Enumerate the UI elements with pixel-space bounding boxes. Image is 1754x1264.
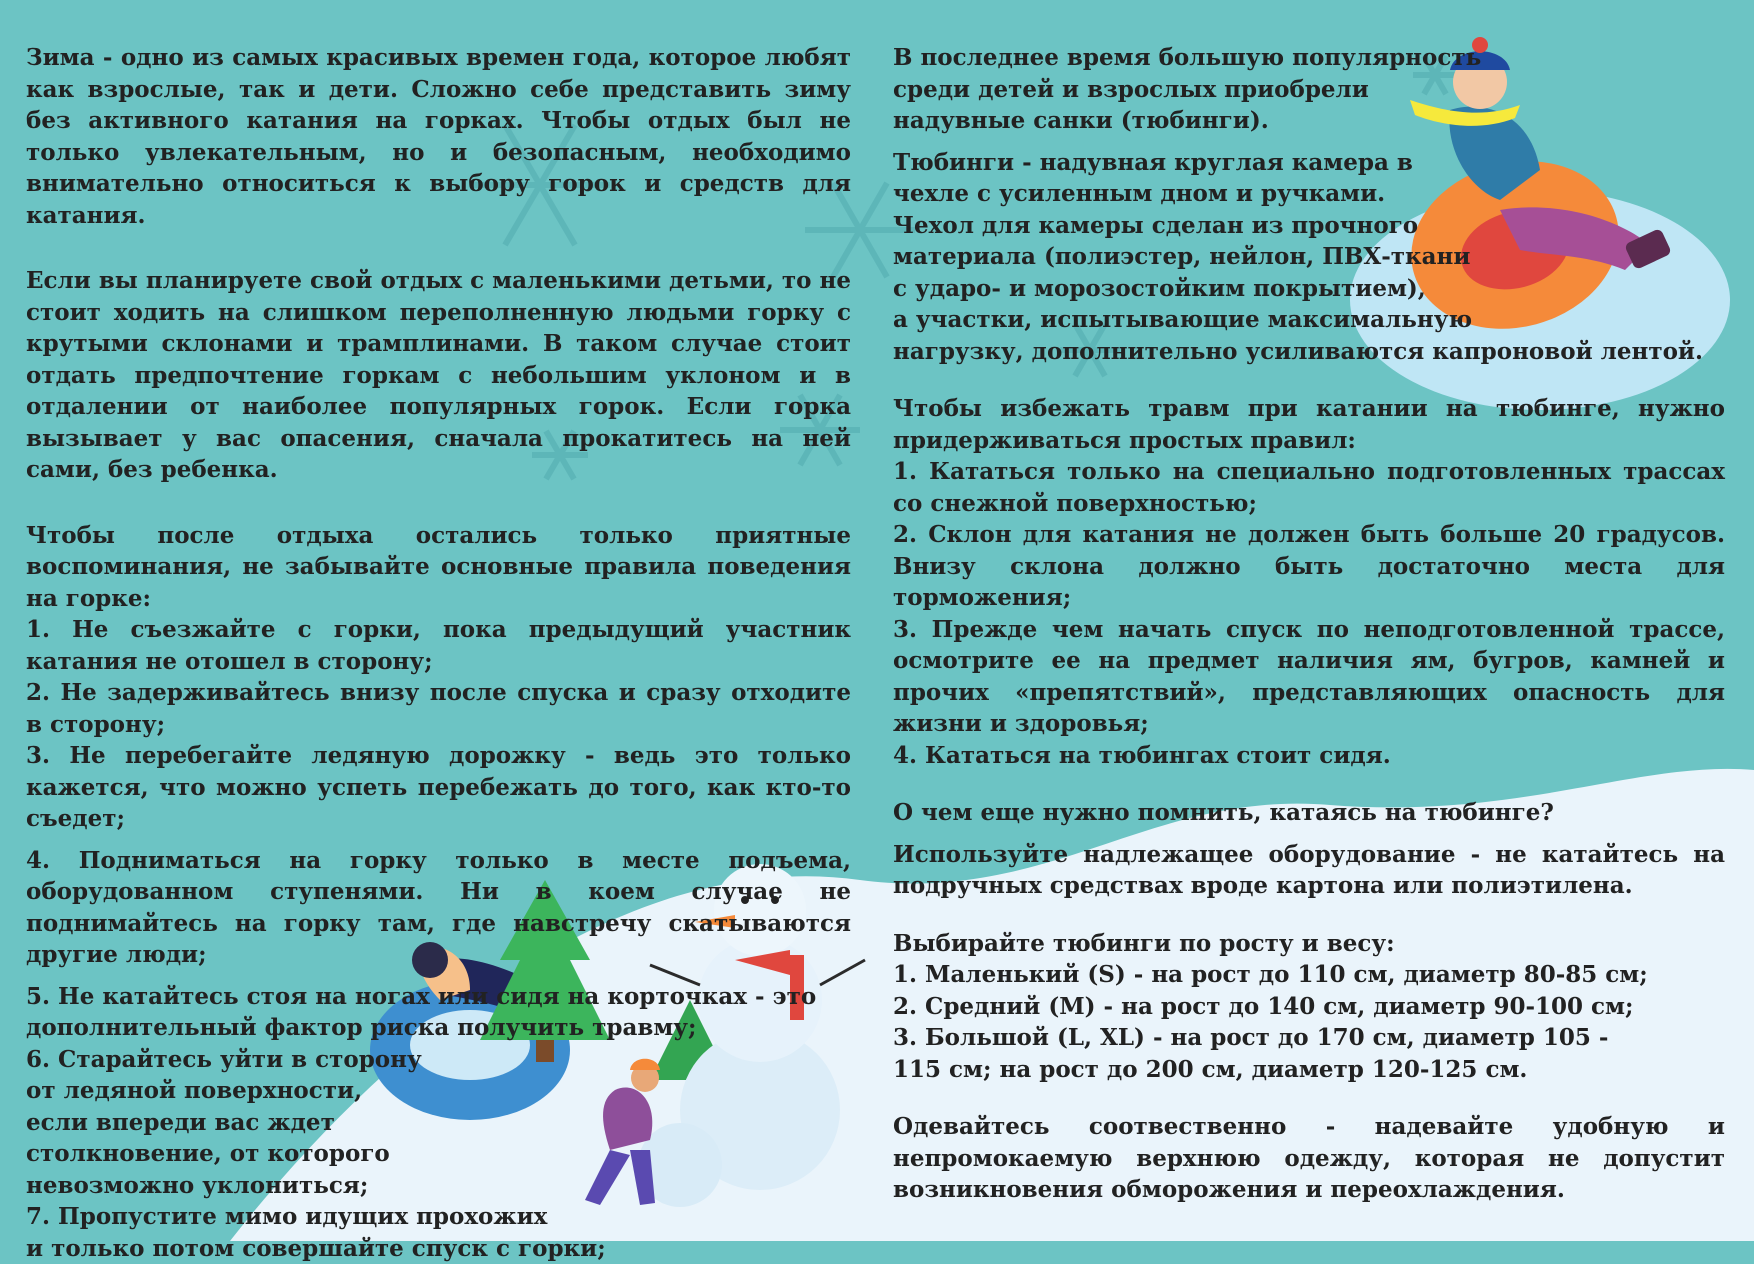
kids-paragraph: Если вы планируете свой отдых с маленькими детьми, то не стоит ходить на слишком переполненную людьми горку с крутыми склонами и трамплинами. В таком случае стоит отдать предпочтение горкам с небольшим уклоном и в отдалении от наиболее популярных горок. Если горка вызывает у вас опасения, сначала прокатитесь на ней сами, без ребенка.: [26, 267, 851, 483]
size-item: 115 см; на рост до 200 см, диаметр 120-125 см.: [893, 1055, 1528, 1083]
rule-6: [26, 1044, 851, 1202]
tubing-definition-line: чехле с усиленным дном и ручками.: [893, 180, 1386, 207]
rule-2: 2. Не задерживайтесь внизу после спуска и сразу отходите в сторону;: [26, 679, 851, 738]
rule-7-line: 7. Пропустите мимо идущих прохожих: [26, 1203, 548, 1230]
safety-intro: Чтобы избежать травм при катании на тюбинге, нужно придерживаться простых правил:: [893, 395, 1725, 454]
popularity-line: В последнее время большую популярность: [893, 44, 1482, 71]
safety-rule-3: 3. Прежде чем начать спуск по неподготовленной трассе, осмотрите ее на предмет наличия ям, бугров, камней и прочих «препятствий», представляющих опасность для жизни и здоровья;: [893, 615, 1725, 737]
intro-paragraph: Зима - одно из самых красивых времен года, которое любят как взрослые, так и дети. Сложно себе представить зиму без активного катания на горках. Чтобы отдых был не только увлекательным, но и безопасным, необходимо внимательно относиться к выбору горок и средств для катания.: [26, 44, 851, 229]
safety-rule-1: 1. Кататься только на специально подготовленных трассах со снежной поверхностью;: [893, 458, 1725, 517]
right-column: [893, 42, 1725, 1206]
safety-rule-4: 4. Кататься на тюбингах стоит сидя.: [893, 741, 1391, 769]
tubing-definition-line: Чехол для камеры сделан из прочного: [893, 211, 1419, 239]
rule-6-line: столкновение, от которого: [26, 1140, 390, 1167]
rule-6-line: от ледяной поверхности,: [26, 1077, 363, 1104]
left-column: [26, 42, 851, 1264]
tubing-definition-line: а участки, испытывающие максимальную: [893, 306, 1473, 333]
rules-intro: Чтобы после отдыха остались только приятные воспоминания, не забывайте основные правила поведения на горке:: [26, 521, 851, 612]
rule-5: 5. Не катайтесь стоя на ногах или сидя на корточках - это дополнительный фактор риска получить травму;: [26, 982, 817, 1041]
tubing-definition-line: с ударо- и морозостойким покрытием),: [893, 274, 1426, 302]
size-item: 3. Большой (L, XL) - на рост до 170 см, диаметр 105 -: [893, 1024, 1609, 1051]
popularity-line: среди детей и взрослых приобрели: [893, 75, 1369, 103]
rule-4: 4. Подниматься на горку только в месте подъема, оборудованном ступенями. Ни в коем случае не поднимайтесь на горку там, где навстречу скатываются другие люди;: [26, 846, 851, 968]
clothing-paragraph: Одевайтесь соотвественно - надевайте удобную и непромокаемую верхнюю одежду, которая не допустит возникновения обморожения и переохлаждения.: [893, 1113, 1725, 1203]
tubing-definition: [893, 147, 1725, 368]
size-list: [893, 959, 1725, 1085]
size-intro: Выбирайте тюбинги по росту и весу:: [893, 929, 1395, 957]
equipment-paragraph: Используйте надлежащее оборудование - не катайтесь на подручных средствах вроде картона или полиэтилена.: [893, 840, 1725, 899]
tubing-definition-line: нагрузку, дополнительно усиливаются капроновой лентой.: [893, 337, 1703, 365]
rule-6-line: 6. Старайтесь уйти в сторону: [26, 1045, 422, 1073]
tubing-definition-line: материала (полиэстер, нейлон, ПВХ-ткани: [893, 243, 1471, 270]
popularity-line: надувные санки (тюбинги).: [893, 107, 1269, 134]
size-item: 1. Маленький (S) - на рост до 110 см, диаметр 80-85 см;: [893, 961, 1648, 988]
size-item: 2. Средний (M) - на рост до 140 см, диаметр 90-100 см;: [893, 992, 1634, 1020]
tubing-definition-line: Тюбинги - надувная круглая камера в: [893, 148, 1413, 176]
popularity-paragraph: [893, 42, 1725, 137]
rule-7: [26, 1201, 851, 1264]
rule-3: 3. Не перебегайте ледяную дорожку - ведь это только кажется, что можно успеть перебежать до того, как кто-то съедет;: [26, 742, 851, 832]
rule-1: 1. Не съезжайте с горки, пока предыдущий участник катания не отошел в сторону;: [26, 616, 851, 675]
rule-7-line: и только потом совершайте спуск с горки;: [26, 1234, 606, 1262]
remember-question: О чем еще нужно помнить, катаясь на тюбинге?: [893, 799, 1554, 826]
rule-6-line: невозможно уклониться;: [26, 1171, 369, 1199]
rule-6-line: если впереди вас ждет: [26, 1108, 335, 1136]
safety-rule-2: 2. Склон для катания не должен быть больше 20 градусов. Внизу склона должно быть достаточно места для торможения;: [893, 521, 1725, 611]
